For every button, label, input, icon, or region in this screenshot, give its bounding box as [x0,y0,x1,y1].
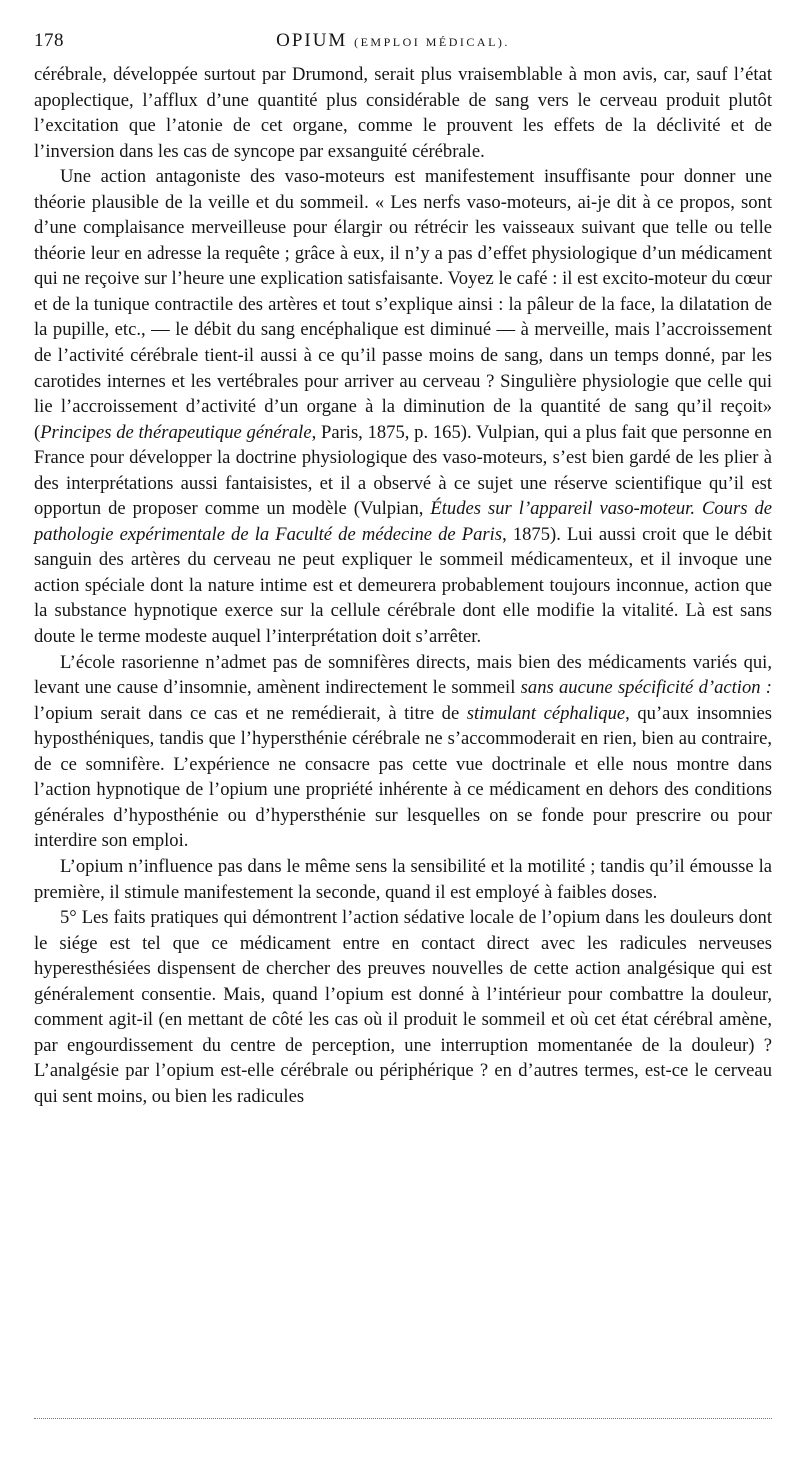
text-run: L’opium n’influence pas dans le même sens la sensibilité et la motilité ; tandis qu’il émousse la première, il stimule manifestement la seconde, quand il est employé à faibles doses. [34,855,772,903]
running-head-main: OPIUM [276,30,348,51]
text-run: cérébrale, développée surtout par Drumond, serait plus vraisemblable à mon avis, car, sauf l’état apoplectique, l’afflux d’une quantité plus considérable de sang vers le cerveau produit plutôt l’excitation que l’atonie de cet organe, comme le prouvent les effets de la déclivité et de l’inversion dans les cas de syncope par exsanguité cérébrale. [34,64,772,162]
text-run: l’opium serait dans ce cas et ne remédierait, à titre de [34,702,467,724]
text-run: , 1875). Lui aussi croit que le débit sanguin des artères du cerveau ne peut expliquer le sommeil médicamenteux, et il invoque une action spéciale dont la nature intime est et demeurera probablement toujours inconnue, action que la substance hypnotique exerce sur la cellule cérébrale dont elle modifie la vitalité. Là est sans doute le terme modeste auquel l’interprétation doit s’arrêter. [34,523,772,648]
running-head [74,30,772,52]
italic-text: Principes de thérapeutique générale [40,421,312,443]
paragraph [34,164,772,649]
running-head-sub: (EMPLOI MÉDICAL). [354,35,510,49]
paragraph [34,854,772,905]
italic-text: sans aucune spécificité d’action : [520,677,772,699]
page-number: 178 [34,30,64,51]
text-run: Une action antagoniste des vaso-moteurs est manifestement insuffisante pour donner une théorie plausible de la veille et du sommeil. « Les nerfs vaso-moteurs, ai-je dit à ce propos, sont d’une complaisance merveilleuse pour élargir ou rétrécir les vaisseaux suivant que telle ou telle théorie leur en adresse la requête ; grâce à eux, il n’y a pas d’effet physiologique d’un médicament qui ne reçoive sur l’heure une explication satisfaisante. Voyez le café : il est excito-moteur du cœur et de la tunique contractile des artères et tout s’explique ainsi : la pâleur de la face, la dilatation de la pupille, etc., — le débit du sang encéphalique est diminué — à merveille, mais l’accroissement de l’activité cérébrale tient-il aussi à ce qu’il passe moins de sang, dans un temps donné, par les carotides internes et les vertébrales pour arriver au cerveau ? Singulière physiologie que celle qui lie l’accroissement d’activité d’un organe à la diminution de la quantité de sang qu’il reçoit» ( [34,166,772,443]
paragraph [34,62,772,164]
text-run: , qu’aux insomnies hyposthéniques, tandis que l’hypersthénie cérébrale ne s’accommoderait en rien, bien au contraire, de ce somnifère. L’expérience ne consacre pas cette vue doctrinale et elle nous montre dans l’action hypnotique de l’opium une propriété inhérente à ce médicament en dehors des conditions générales d’hyposthénie ou d’hypersthénie sur lesquelles on se fonde pour prescrire ou pour interdire son emploi. [34,702,772,852]
paragraph [34,905,772,1109]
page-header [34,30,772,62]
text-run: 5° Les faits pratiques qui démontrent l’action sédative locale de l’opium dans les douleurs dont le siége est tel que ce médicament entre en contact direct avec les radicules nerveuses hyperesthésiées dispensent de chercher des preuves nouvelles de cette action analgésique qui est généralement consentie. Mais, quand l’opium est donné à l’intérieur pour combattre la douleur, comment agit-il (en mettant de côté les cas où il produit le sommeil et où cet état cérébral amène, par engourdissement du centre de perception, une interruption momentanée de la douleur) ? L’analgésie par l’opium est-elle cérébrale ou périphérique ? en d’autres termes, est-ce le cerveau qui sent moins, ou bien les radicules [34,907,772,1107]
italic-text: Études sur l’appareil vaso-moteur. Cours de pathologie expérimentale de la Faculté de médecine de Paris [34,498,772,545]
paragraph [34,650,772,854]
footer-dotted-rule [34,1418,772,1419]
text-run: , Paris, 1875, p. 165). Vulpian, qui a plus fait que personne en France pour développer la doctrine physiologique des vaso-moteurs, s’est bien gardé de les plier à des interprétations aussi fantaisistes, et il a observé à ce sujet une réserve scientifique qu’il est opportun de proposer comme un modèle (Vulpian, [34,421,772,520]
italic-text: stimulant céphalique [466,702,626,724]
body-text [34,62,772,1109]
text-run: L’école rasorienne n’admet pas de somnifères directs, mais bien des médicaments variés qui, levant une cause d’insomnie, amènent indirectement le sommeil [34,651,772,699]
